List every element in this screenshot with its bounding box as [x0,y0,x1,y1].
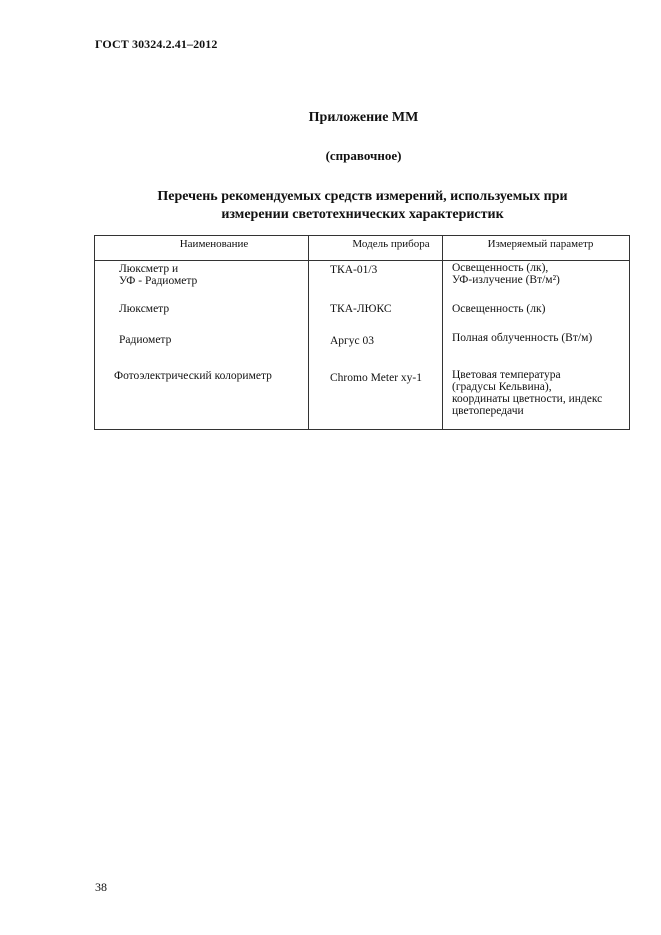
list-title-line-1: Перечень рекомендуемых средств измерений, используемых при [157,189,568,204]
table-row-2-model: ТКА-ЛЮКС [330,303,392,315]
column-header-parameter: Измеряемый параметр [487,238,594,250]
column-header-model: Модель прибора [352,238,430,250]
table-row-4-model: Chromo Meter xy-1 [330,372,422,384]
appendix-type: (справочное) [325,148,402,163]
appendix-title: Приложение ММ [308,110,419,125]
list-title [95,188,630,224]
table-row-4-parameter: Цветовая температура (градусы Кельвина), координаты цветности, индекс цветопередачи [452,369,603,417]
table-row-3-model: Аргус 03 [330,335,375,347]
table-row-3-parameter: Полная облученность (Вт/м) [452,332,593,344]
table-row-2-name: Люксметр [119,303,170,315]
document-code: ГОСТ 30324.2.41–2012 [95,37,218,51]
page-number: 38 [95,880,107,894]
table-row-2-parameter: Освещенность (лк) [452,303,546,315]
table-row-1-name: Люксметр и УФ - Радиометр [119,263,198,287]
table-row-4-name: Фотоэлектрический колориметр [114,370,272,382]
table-row-3-name: Радиометр [119,334,172,346]
table-row-1-model: ТКА-01/3 [330,264,378,276]
column-header-name: Наименование [179,238,249,250]
list-title-line-2: измерении светотехнических характеристик [221,207,504,222]
table-row-1-parameter: Освещенность (лк), УФ-излучение (Вт/м²) [452,262,560,286]
